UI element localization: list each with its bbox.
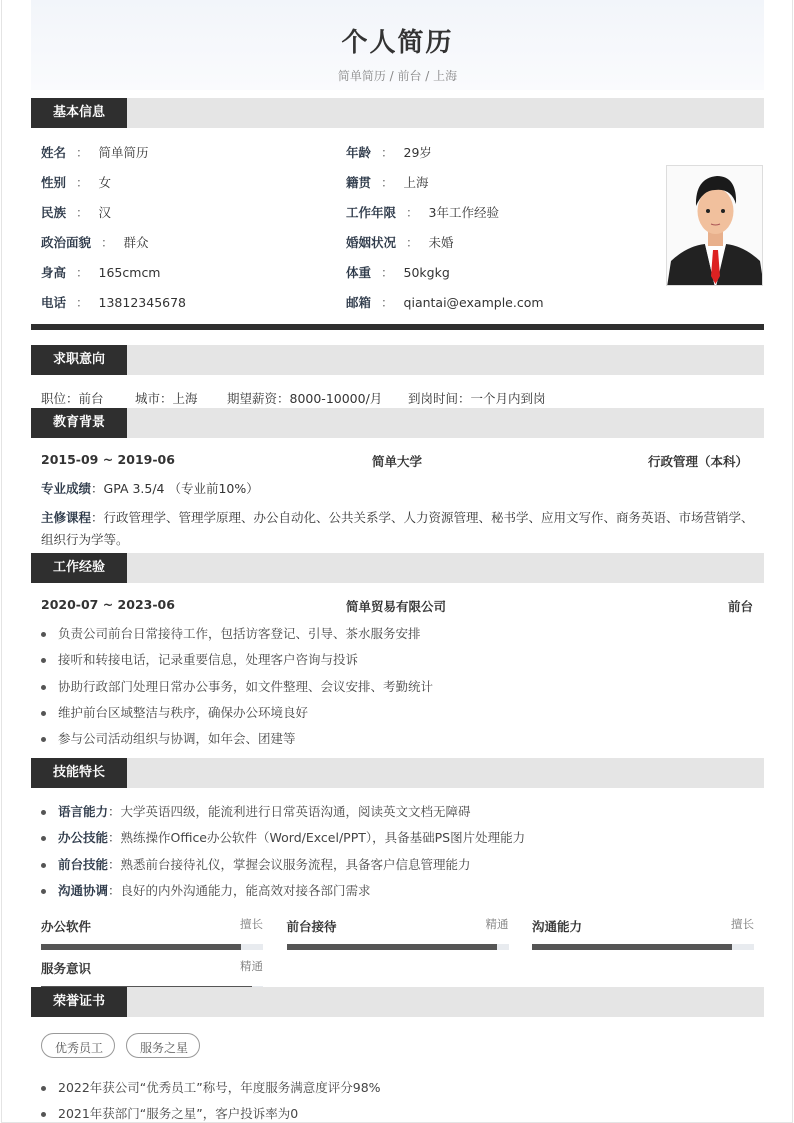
- info-row: 工作年限 ： 3年工作经验: [346, 205, 499, 220]
- work-item: 负责公司前台日常接待工作，包括访客登记、引导、茶水服务安排: [41, 624, 421, 642]
- skill-progress-fill: [41, 944, 241, 950]
- info-row: 年龄 ： 29岁: [346, 145, 432, 160]
- edu-courses: 主修课程：行政管理学、管理学原理、办公自动化、公共关系学、人力资源管理、秘书学、应用文写作、商务英语、市场营销学、组织行为学等。: [41, 510, 754, 547]
- skill-progress-fill: [287, 944, 498, 950]
- section-title: 工作经验: [31, 553, 127, 583]
- info-row: 邮箱 ： qiantai@example.com: [346, 295, 544, 310]
- info-row: 婚姻状况 ： 未婚: [346, 235, 454, 250]
- section-title: 教育背景: [31, 408, 127, 438]
- honor-item: 2022年获公司“优秀员工”称号，年度服务满意度评分98%: [41, 1078, 381, 1096]
- info-row: 籍贯 ： 上海: [346, 175, 429, 190]
- section-title: 求职意向: [31, 345, 127, 375]
- honor-item: 2021年获部门“服务之星”，客户投诉率为0: [41, 1104, 298, 1122]
- skill-bar: 办公软件 擅长: [41, 916, 263, 950]
- section-title: 基本信息: [31, 98, 127, 128]
- skill-item: 办公技能：熟练操作Office办公软件（Word/Excel/PPT），具备基础PS图片处理能力: [41, 828, 525, 846]
- resume-header: [31, 0, 764, 90]
- skill-bar: 沟通能力 擅长: [532, 916, 754, 950]
- info-row: 身高 ： 165cmcm: [41, 265, 161, 280]
- info-row: 电话 ： 13812345678: [41, 295, 187, 310]
- skill-progress-track: [532, 944, 754, 950]
- section-skills: [31, 758, 764, 788]
- section-work: [31, 553, 764, 583]
- edu-major: 行政管理（本科）: [647, 454, 748, 469]
- skill-progress-fill: [532, 944, 732, 950]
- work-role: 前台: [727, 599, 753, 614]
- info-row: 体重 ： 50kgkg: [346, 265, 450, 280]
- info-row: 姓名 ： 简单简历: [41, 145, 149, 160]
- skill-item: 沟通协调：良好的内外沟通能力，能高效对接各部门需求: [41, 881, 371, 899]
- edu-date: 2015-09 ~ 2019-06: [41, 452, 175, 467]
- section-title: 技能特长: [31, 758, 127, 788]
- page-title: 个人简历: [341, 28, 454, 58]
- section-intent: [31, 345, 764, 375]
- section-basic: [31, 98, 764, 128]
- work-item: 协助行政部门处理日常办公事务，如文件整理、会议安排、考勤统计: [41, 677, 433, 695]
- skill-bar: 前台接待 精通: [287, 916, 509, 950]
- intent-city: 城市：上海: [135, 391, 198, 406]
- section-honors: [31, 987, 764, 1017]
- section-title: 荣誉证书: [31, 987, 127, 1017]
- honor-tag: 优秀员工: [41, 1033, 115, 1058]
- profile-photo: [666, 165, 763, 286]
- skill-bar: 服务意识 精通: [41, 958, 263, 992]
- section-education: [31, 408, 764, 438]
- skill-item: 前台技能：熟悉前台接待礼仪，掌握会议服务流程，具备客户信息管理能力: [41, 855, 471, 873]
- divider: [31, 324, 764, 330]
- intent-start: 到岗时间：一个月内到岗: [408, 391, 546, 406]
- info-row: 政治面貌 ： 群众: [41, 235, 149, 250]
- work-item: 接听和转接电话，记录重要信息，处理客户咨询与投诉: [41, 650, 358, 668]
- skill-item: 语言能力：大学英语四级，能流利进行日常英语沟通，阅读英文文档无障碍: [41, 802, 471, 820]
- info-row: 性别 ： 女: [41, 175, 112, 190]
- intent-position: 职位：前台: [41, 391, 104, 406]
- work-item: 参与公司活动组织与协调，如年会、团建等: [41, 729, 296, 747]
- edu-score: 专业成绩：GPA 3.5/4 （专业前10%）: [41, 481, 259, 496]
- skill-progress-track: [287, 944, 509, 950]
- page-subtitle: 简单简历 / 前台 / 上海: [337, 69, 458, 83]
- work-item: 维护前台区域整洁与秩序，确保办公环境良好: [41, 703, 308, 721]
- info-row: 民族 ： 汉: [41, 205, 112, 220]
- intent-salary: 期望薪资：8000-10000/月: [227, 391, 383, 406]
- work-company: 简单贸易有限公司: [346, 599, 447, 614]
- honor-tag: 服务之星: [126, 1033, 200, 1058]
- edu-school: 简单大学: [372, 454, 423, 469]
- skill-progress-track: [41, 944, 263, 950]
- work-date: 2020-07 ~ 2023-06: [41, 597, 175, 612]
